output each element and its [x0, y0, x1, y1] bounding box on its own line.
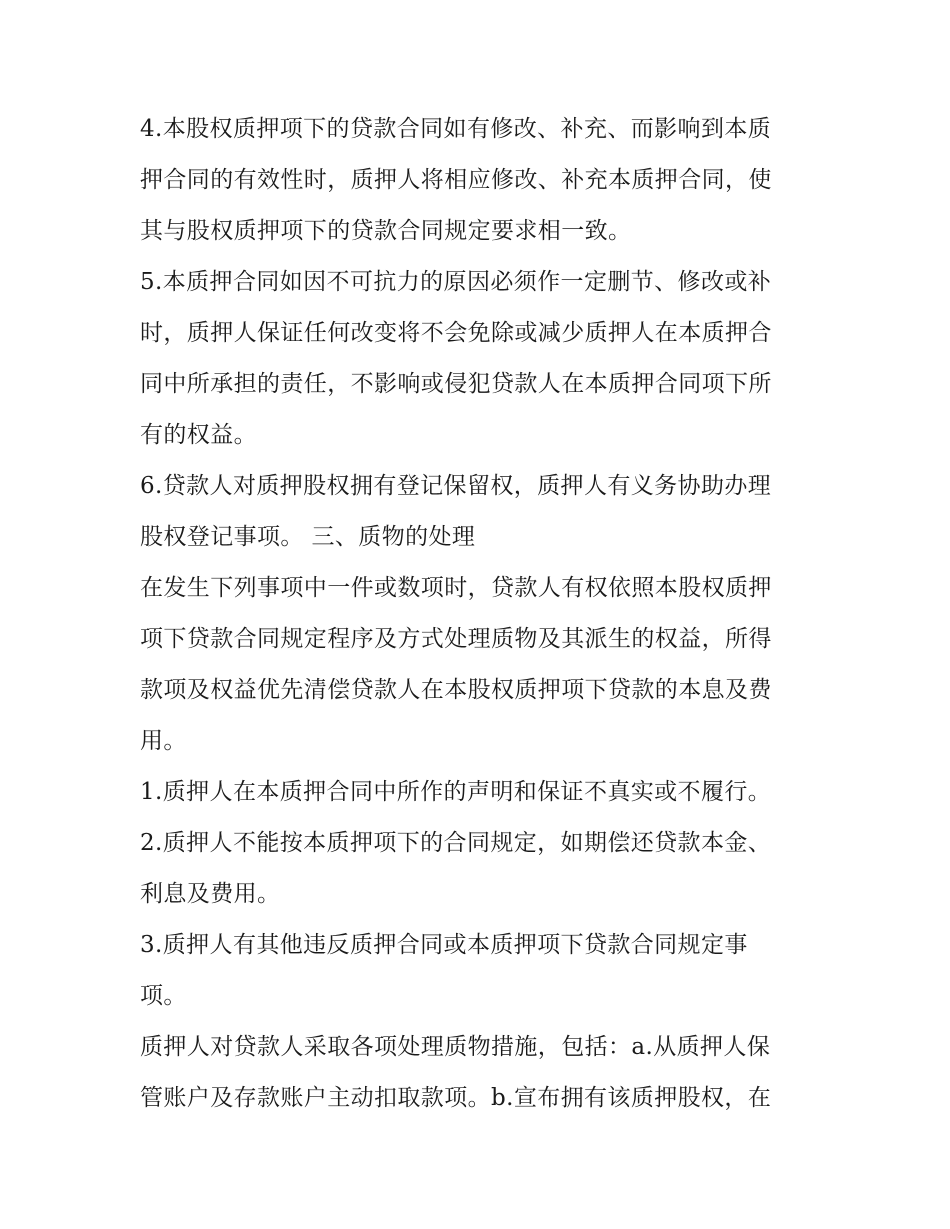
text-line: 5.本质押合同如因不可抗力的原因必须作一定删节、修改或补 [140, 269, 772, 295]
text-line: 项下贷款合同规定程序及方式处理质物及其派生的权益，所得 [140, 626, 772, 652]
text-line: 用。 [140, 728, 187, 754]
text-line: 6.贷款人对质押股权拥有登记保留权，质押人有义务协助办理 [140, 473, 772, 499]
text-line: 同中所承担的责任，不影响或侵犯贷款人在本质押合同项下所 [140, 371, 772, 397]
text-line: 时，质押人保证任何改变将不会免除或减少质押人在本质押合 [140, 320, 772, 346]
text-line: 2.质押人不能按本质押项下的合同规定，如期偿还贷款本金、 [140, 830, 772, 856]
document-body [140, 104, 820, 1124]
text-line: 4.本股权质押项下的贷款合同如有修改、补充、而影响到本质 [140, 116, 772, 142]
text-line: 质押人对贷款人采取各项处理质物措施，包括：a.从质押人保 [140, 1034, 771, 1060]
text-line: 款项及权益优先清偿贷款人在本股权质押项下贷款的本息及费 [140, 677, 772, 703]
text-line: 有的权益。 [140, 422, 257, 448]
text-line: 项。 [140, 983, 187, 1009]
text-line: 押合同的有效性时，质押人将相应修改、补充本质押合同，使 [140, 167, 772, 193]
text-line: 3.质押人有其他违反质押合同或本质押项下贷款合同规定事 [140, 932, 748, 958]
text-line: 在发生下列事项中一件或数项时，贷款人有权依照本股权质押 [140, 575, 772, 601]
text-line: 股权登记事项。 三、质物的处理 [140, 524, 476, 550]
text-line: 1.质押人在本质押合同中所作的声明和保证不真实或不履行。 [140, 779, 772, 805]
text-line: 管账户及存款账户主动扣取款项。b.宣布拥有该质押股权，在 [140, 1085, 772, 1111]
text-line: 其与股权质押项下的贷款合同规定要求相一致。 [140, 218, 632, 244]
text-line: 利息及费用。 [140, 881, 281, 907]
